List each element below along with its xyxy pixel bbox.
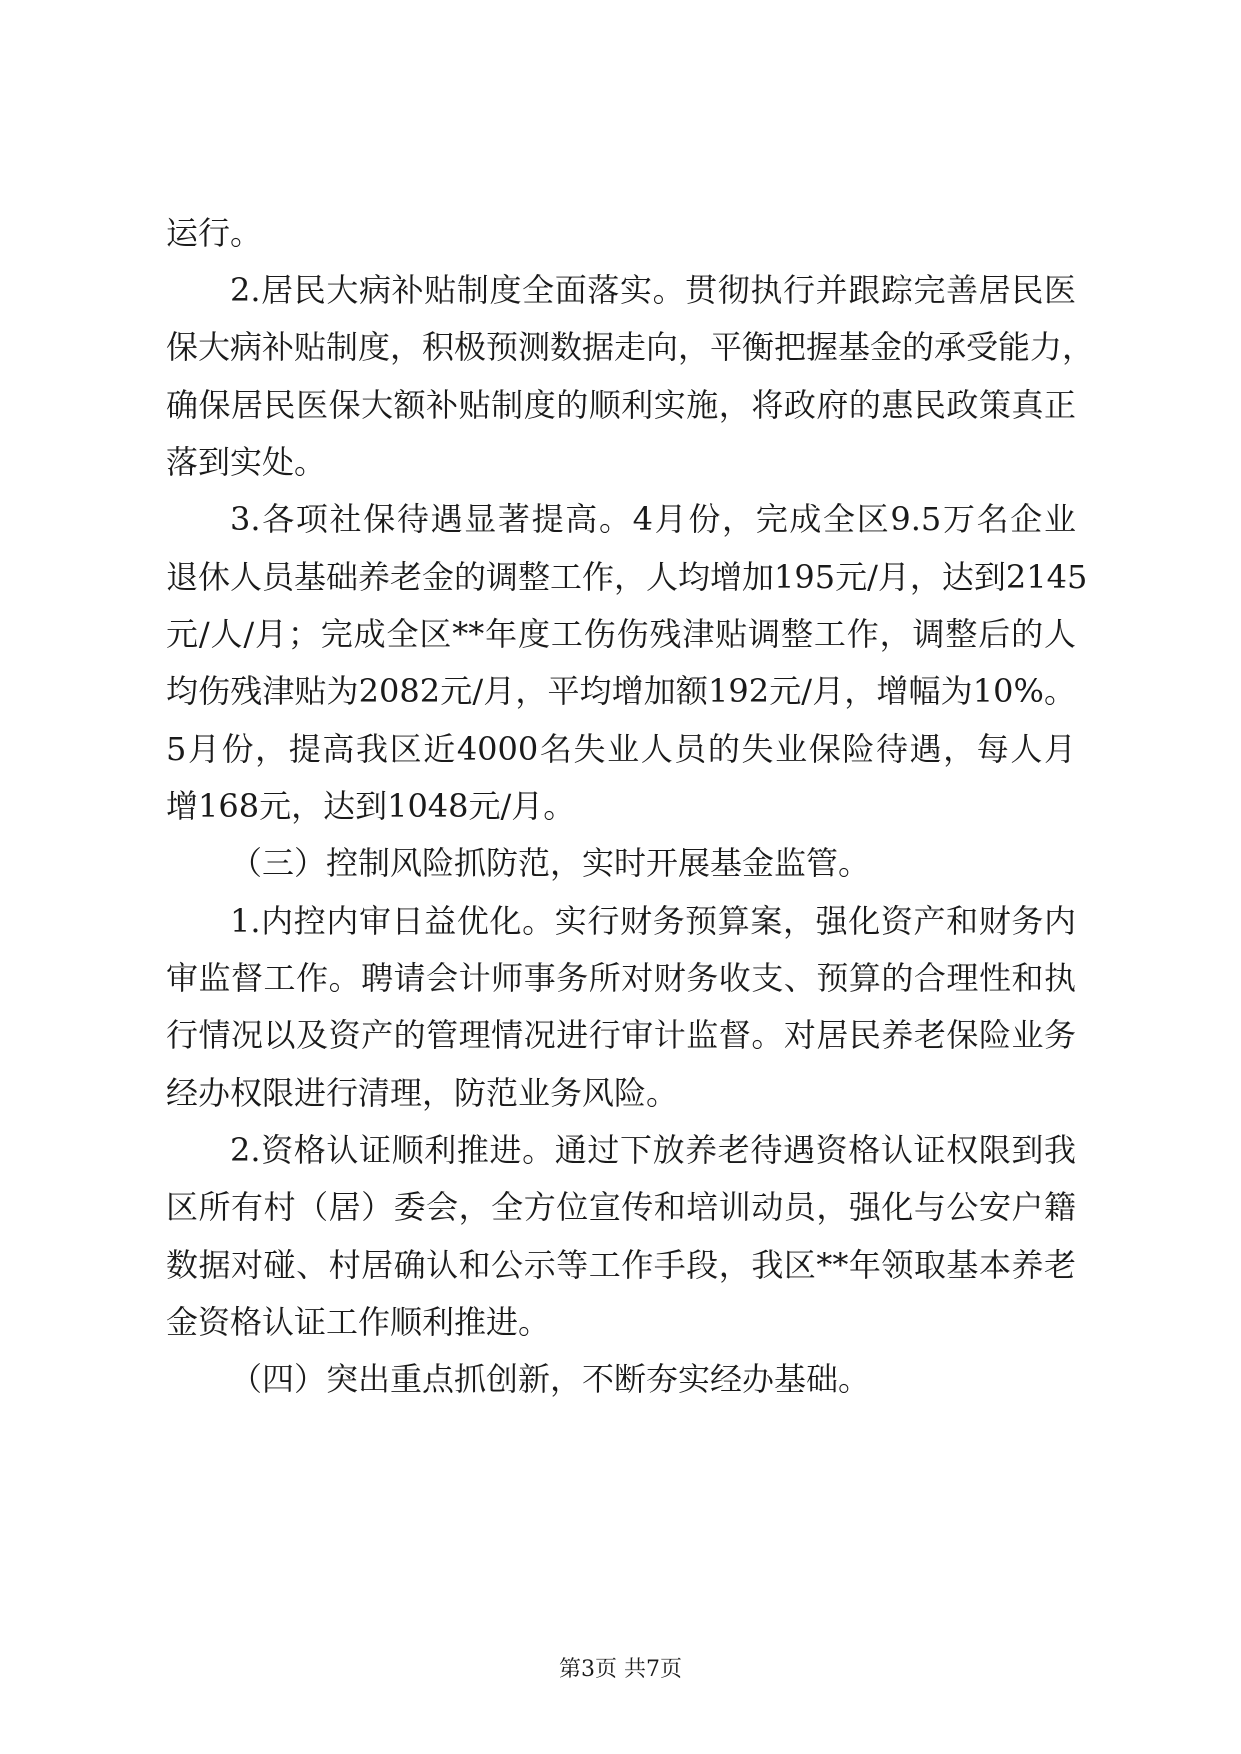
text-line: 数据对碰、村居确认和公示等工作手段，我区**年领取基本养老: [166, 1246, 1076, 1284]
text-line: 区所有村（居）委会，全方位宣传和培训动员，强化与公安户籍: [166, 1188, 1076, 1226]
text-line: 金资格认证工作顺利推进。: [166, 1303, 551, 1341]
text-line: 增168元，达到1048元/月。: [166, 787, 576, 825]
page-footer: 第3页 共7页: [559, 1657, 682, 1682]
text-line: 运行。: [166, 214, 263, 252]
text-line: 元/人/月；完成全区**年度工伤伤残津贴调整工作，调整后的人: [166, 615, 1076, 653]
text-line: 确保居民医保大额补贴制度的顺利实施，将政府的惠民政策真正: [166, 386, 1076, 424]
text-line: 行情况以及资产的管理情况进行审计监督。对居民养老保险业务: [166, 1016, 1076, 1054]
text-line: 2.资格认证顺利推进。通过下放养老待遇资格认证权限到我: [230, 1131, 1076, 1169]
text-line: 退休人员基础养老金的调整工作，人均增加195元/月，达到2145: [166, 558, 1088, 596]
text-line: 落到实处。: [166, 443, 327, 481]
section-heading: （三）控制风险抓防范，实时开展基金监管。: [230, 844, 871, 882]
text-line: 经办权限进行清理，防范业务风险。: [166, 1074, 679, 1112]
text-line: 3.各项社保待遇显著提高。4月份，完成全区9.5万名企业: [230, 500, 1076, 538]
text-line: 5月份，提高我区近4000名失业人员的失业保险待遇，每人月: [166, 730, 1076, 768]
section-heading: （四）突出重点抓创新，不断夯实经办基础。: [230, 1360, 871, 1398]
text-line: 1.内控内审日益优化。实行财务预算案，强化资产和财务内: [230, 902, 1076, 940]
text-line: 保大病补贴制度，积极预测数据走向，平衡把握基金的承受能力，: [166, 328, 1095, 366]
text-line: 均伤残津贴为2082元/月，平均增加额192元/月，增幅为10%。: [166, 672, 1076, 710]
text-line: 2.居民大病补贴制度全面落实。贯彻执行并跟踪完善居民医: [230, 271, 1076, 309]
text-line: 审监督工作。聘请会计师事务所对财务收支、预算的合理性和执: [166, 959, 1076, 997]
